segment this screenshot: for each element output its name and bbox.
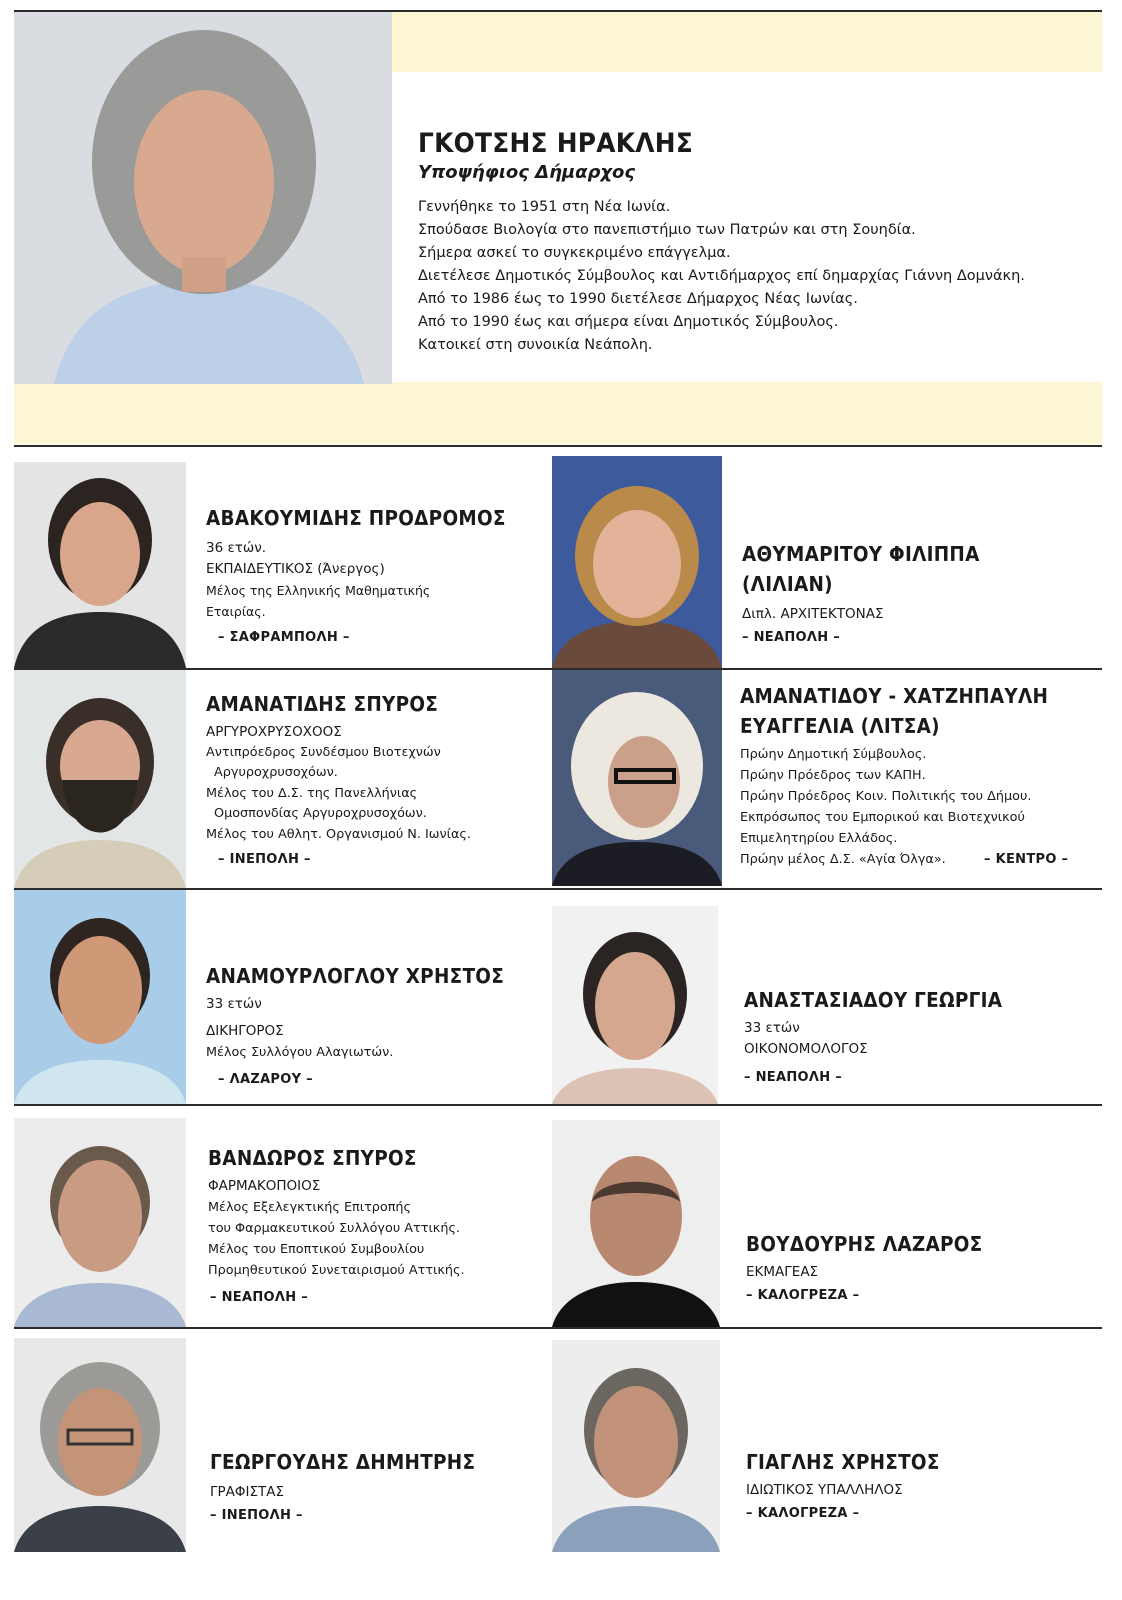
candidate-detail-line: ΕΚΠΑΙΔΕΥΤΙΚΟΣ (Άνεργος) <box>206 561 385 577</box>
candidate-detail-line: ΔΙΚΗΓΟΡΟΣ <box>206 1023 284 1039</box>
candidate-details <box>206 994 393 1063</box>
candidate-location: – ΝΕΑΠΟΛΗ – <box>742 630 841 645</box>
candidate-detail-line: ΓΡΑΦΙΣΤΑΣ <box>210 1484 285 1500</box>
candidate-detail-line: Μέλος του Αθλητ. Οργανισμού Ν. Ιωνίας. <box>206 826 471 842</box>
candidate-location: – ΚΑΛΟΓΡΕΖΑ – <box>746 1506 860 1521</box>
candidate-location: – ΝΕΑΠΟΛΗ – <box>210 1290 309 1305</box>
candidate-detail-line: του Φαρμακευτικού Συλλόγου Αττικής. <box>208 1221 461 1236</box>
candidate-photo <box>552 456 722 668</box>
candidate-photo <box>552 906 718 1104</box>
candidate-location: – ΙΝΕΠΟΛΗ – <box>218 852 311 867</box>
hero-bottom-rule <box>14 445 1102 447</box>
candidate-detail-line: 33 ετών <box>744 1020 800 1036</box>
candidate-name-line: ΑΘΥΜΑΡΙΤΟΥ ΦΙΛΙΠΠΑ <box>742 542 980 566</box>
candidate-photo <box>14 1338 186 1552</box>
candidate-name: ΑΜΑΝΑΤΙΔΗΣ ΣΠΥΡΟΣ <box>206 692 439 716</box>
candidate-photo <box>14 1118 186 1327</box>
candidate-name: ΒΟΥΔΟΥΡΗΣ ΛΑΖΑΡΟΣ <box>746 1232 983 1256</box>
person-portrait-icon <box>552 906 718 1104</box>
candidate-name: ΓΙΑΓΛΗΣ ΧΡΗΣΤΟΣ <box>746 1450 940 1474</box>
candidate-name-line: ΕΥΑΓΓΕΛΙΑ (ΛΙΤΣΑ) <box>740 714 940 738</box>
candidate-detail-line: ΟΙΚΟΝΟΜΟΛΟΓΟΣ <box>744 1041 868 1057</box>
person-portrait-icon <box>14 462 186 668</box>
candidate-detail-line: ΑΡΓΥΡΟΧΡΥΣΟΧΟΟΣ <box>206 724 342 740</box>
mayor-bio-line: Από το 1986 έως το 1990 διετέλεσε Δήμαρχος Νέας Ιωνίας. <box>418 291 858 307</box>
mayor-role: Υποψήφιος Δήμαρχος <box>418 162 636 183</box>
person-portrait-icon <box>552 456 722 668</box>
candidate-name: ΑΝΑΜΟΥΡΛΟΓΛΟΥ ΧΡΗΣΤΟΣ <box>206 964 505 988</box>
candidate-detail-line: Μέλος του Εποπτικού Συμβουλίου <box>208 1242 425 1257</box>
candidate-location: – ΛΑΖΑΡΟΥ – <box>218 1072 313 1087</box>
person-portrait-icon <box>14 890 186 1104</box>
person-portrait-icon <box>552 1340 720 1552</box>
candidate-details <box>206 538 430 622</box>
candidate-detail-line: ΙΔΙΩΤΙΚΟΣ ΥΠΑΛΛΗΛΟΣ <box>746 1482 903 1498</box>
candidate-photo <box>14 462 186 668</box>
candidate-name: ΑΝΑΣΤΑΣΙΑΔΟΥ ΓΕΩΡΓΙΑ <box>744 988 1003 1012</box>
candidate-photo <box>14 670 186 888</box>
candidate-name-line: ΑΜΑΝΑΤΙΔΟΥ - ΧΑΤΖΗΠΑΥΛΗ <box>740 684 1049 708</box>
candidate-detail-line: ΦΑΡΜΑΚΟΠΟΙΟΣ <box>208 1178 321 1194</box>
candidate-detail-line: ΕΚΜΑΓΕΑΣ <box>746 1264 819 1280</box>
candidate-details <box>744 1018 868 1060</box>
candidate-detail-line: Πρώην Δημοτική Σύμβουλος. <box>740 747 927 762</box>
candidate-photo <box>552 1340 720 1552</box>
person-portrait-icon <box>14 1338 186 1552</box>
candidate-photo <box>552 670 722 886</box>
candidate-location: – ΙΝΕΠΟΛΗ – <box>210 1508 303 1523</box>
candidate-detail-line: 33 ετών <box>206 996 262 1012</box>
candidate-detail-line: Διπλ. ΑΡΧΙΤΕΚΤΟΝΑΣ <box>742 606 884 622</box>
candidate-name: ΒΑΝΔΩΡΟΣ ΣΠΥΡΟΣ <box>208 1146 417 1170</box>
candidate-detail-line: Μέλος της Ελληνικής Μαθηματικής <box>206 583 431 598</box>
candidate-name-line: (ΛΙΛΙΑΝ) <box>742 572 833 596</box>
person-portrait-icon <box>14 1118 186 1327</box>
person-portrait-icon <box>552 670 722 886</box>
mayor-portrait-icon <box>14 12 392 384</box>
candidate-location: – ΝΕΑΠΟΛΗ – <box>744 1070 843 1085</box>
hero-yellow-band-bottom <box>14 382 1102 444</box>
candidate-detail-line: Εταιρίας. <box>206 604 266 619</box>
candidate-location: – ΣΑΦΡΑΜΠΟΛΗ – <box>218 630 350 645</box>
mayor-bio-line: Σήμερα ασκεί το συγκεκριμένο επάγγελμα. <box>418 245 731 261</box>
candidate-detail-line: Αντιπρόεδρος Συνδέσμου Βιοτεχνών <box>206 744 441 760</box>
person-portrait-icon <box>552 1120 720 1327</box>
candidate-location: – ΚΕΝΤΡΟ – <box>984 852 1069 867</box>
mayor-bio-line: Κατοικεί στη συνοικία Νεάπολη. <box>418 337 653 353</box>
mayor-bio-line: Διετέλεσε Δημοτικός Σύμβουλος και Αντιδήμαρχος επί δημαρχίας Γιάννη Δομνάκη. <box>418 268 1025 284</box>
candidate-detail-line: Μέλος του Δ.Σ. της Πανελλήνιας <box>206 785 418 801</box>
mayor-photo <box>14 12 392 384</box>
candidate-name: ΓΕΩΡΓΟΥΔΗΣ ΔΗΜΗΤΡΗΣ <box>210 1450 476 1474</box>
candidate-details <box>206 722 471 845</box>
candidate-detail-line: Πρώην Πρόεδρος Κοιν. Πολιτικής του Δήμου. <box>740 789 1032 804</box>
mayor-bio-line: Σπούδασε Βιολογία στο πανεπιστήμιο των Πατρών και στη Σουηδία. <box>418 222 916 238</box>
candidate-detail-line: 36 ετών. <box>206 540 267 556</box>
mayor-bio <box>418 196 1025 357</box>
row-rule <box>14 1104 1102 1106</box>
candidate-detail-line: Πρώην μέλος Δ.Σ. «Αγία Όλγα». <box>740 852 946 867</box>
candidate-detail-line: Αργυροχρυσοχόων. <box>214 765 338 780</box>
candidate-detail-line: Προμηθευτικού Συνεταιρισμού Αττικής. <box>208 1263 465 1278</box>
row-rule <box>14 1327 1102 1329</box>
mayor-bio-line: Από το 1990 έως και σήμερα είναι Δημοτικός Σύμβουλος. <box>418 314 839 330</box>
candidate-photo <box>14 890 186 1104</box>
mayor-name: ΓΚΟΤΣΗΣ ΗΡΑΚΛΗΣ <box>418 128 694 159</box>
candidate-detail-line: Ομοσπονδίας Αργυροχρυσοχόων. <box>214 806 427 821</box>
mayor-bio-line: Γεννήθηκε το 1951 στη Νέα Ιωνία. <box>418 199 671 215</box>
candidate-detail-line: Εκπρόσωπος του Εμπορικού και Βιοτεχνικού <box>740 810 1025 825</box>
candidate-detail-line: Μέλος Εξελεγκτικής Επιτροπής <box>208 1200 412 1215</box>
candidate-details <box>208 1176 465 1281</box>
candidate-photo <box>552 1120 720 1327</box>
candidate-detail-line: Πρώην Πρόεδρος των ΚΑΠΗ. <box>740 768 926 783</box>
person-portrait-icon <box>14 670 186 888</box>
candidate-detail-line: Επιμελητηρίου Ελλάδος. <box>740 831 898 846</box>
candidate-location: – ΚΑΛΟΓΡΕΖΑ – <box>746 1288 860 1303</box>
candidate-detail-line: Μέλος Συλλόγου Αλαγιωτών. <box>206 1045 394 1060</box>
candidate-name: ΑΒΑΚΟΥΜΙΔΗΣ ΠΡΟΔΡΟΜΟΣ <box>206 506 506 530</box>
